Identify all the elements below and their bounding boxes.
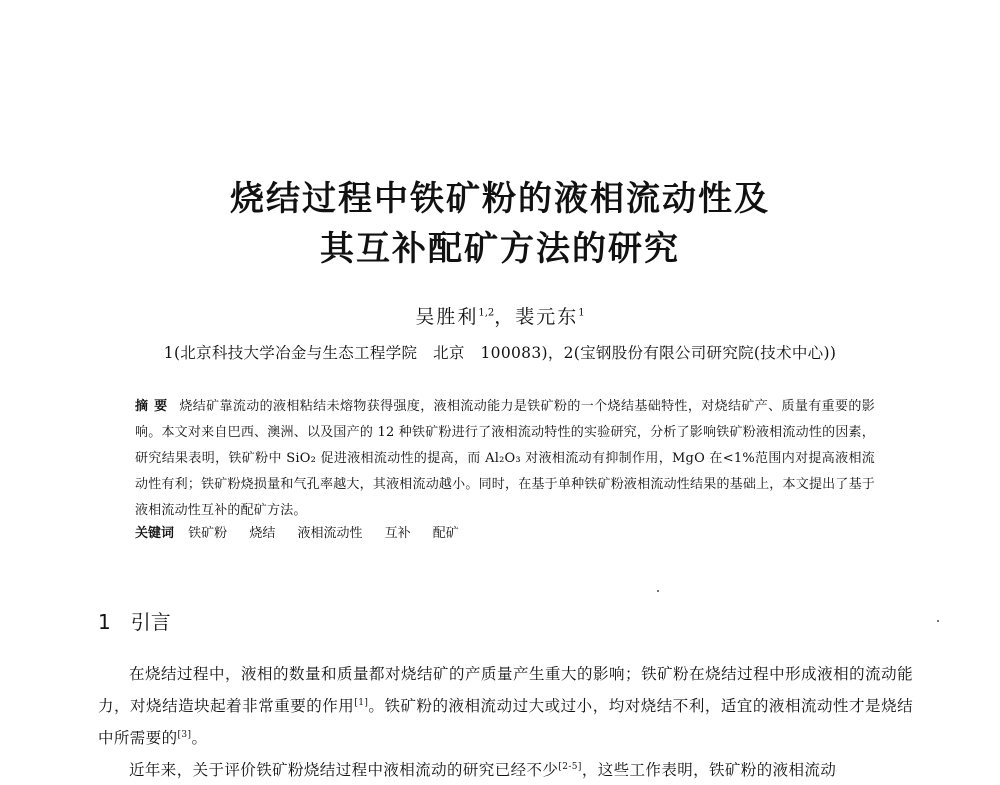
section-title: 引言: [130, 610, 171, 634]
paragraph-text: 在烧结过程中，液相的数量和质量都对烧结矿的产质量产生重大的影响；铁矿粉在烧结过程中形成液相的流动能力，对烧结造块起着非常重要的作用: [98, 665, 913, 716]
author-line: [0, 302, 1000, 329]
author-name: 裴元东: [515, 306, 579, 328]
abstract-block: [135, 394, 875, 524]
paragraph: [98, 753, 913, 785]
scan-speck: [937, 620, 939, 622]
affiliation-line: 1(北京科技大学冶金与生态工程学院 北京 100083)，2(宝钢股份有限公司研究院(技术中心)): [163, 344, 837, 362]
keyword: 铁矿粉: [188, 526, 228, 541]
abstract-text: 烧结矿靠流动的液相粘结未熔物获得强度，液相流动能力是铁矿粉的一个烧结基础特性，对烧结矿产、质量有重要的影响。本文对来自巴西、澳洲、以及国产的 12 种铁矿粉进行了液相流动特性的实验研究，分析了影响铁矿粉液相流动性的因素，研究结果表明，铁矿粉中 SiO₂ 促进液相流动性的提高，而 Al₂O₃ 对液相流动有抑制作用，MgO 在<1%范围内对提高液相流动性有利；铁矿粉烧损量和气孔率越大，其液相流动越小。同时，在基于单种铁矿粉液相流动性结果的基础上，本文提出了基于液相流动性互补的配矿方法。: [135, 399, 875, 518]
paragraph: [98, 660, 913, 753]
paragraph-text: 近年来，关于评价铁矿粉烧结过程中液相流动的研究已经不少: [129, 761, 559, 780]
keywords-label: 关键词: [135, 526, 175, 541]
scan-speck: [657, 590, 659, 592]
keyword: 互补: [384, 526, 411, 541]
citation-ref: [1]: [354, 698, 369, 708]
section-heading: [98, 606, 171, 635]
author-affiliation-mark: 1,2: [478, 307, 495, 319]
paper-title-line-2: 其互补配矿方法的研究: [320, 229, 680, 269]
author-separator: ，: [494, 306, 516, 328]
citation-ref: [3]: [177, 730, 192, 741]
paper-title-line-1: 烧结过程中铁矿粉的液相流动性及: [230, 179, 770, 219]
paragraph-text: 。铁矿粉的液相流动过大或过小，均对烧结不利，适宜的液相流动性才是烧结中所需要的: [98, 697, 914, 748]
keyword: 配矿: [432, 526, 459, 541]
paragraph-text: ，这些工作表明，铁矿粉的液相流动: [581, 761, 837, 780]
citation-ref: [2-5]: [558, 762, 582, 773]
body-text: [98, 660, 913, 785]
abstract-label: 摘要: [135, 399, 174, 414]
author-name: 吴胜利: [415, 306, 479, 328]
paragraph-text: 。: [191, 729, 208, 748]
author-affiliation-mark: 1: [578, 307, 585, 319]
section-number: 1: [98, 610, 111, 634]
keywords-line: [135, 524, 875, 544]
keyword: 液相流动性: [297, 526, 363, 541]
keyword: 烧结: [249, 526, 276, 541]
